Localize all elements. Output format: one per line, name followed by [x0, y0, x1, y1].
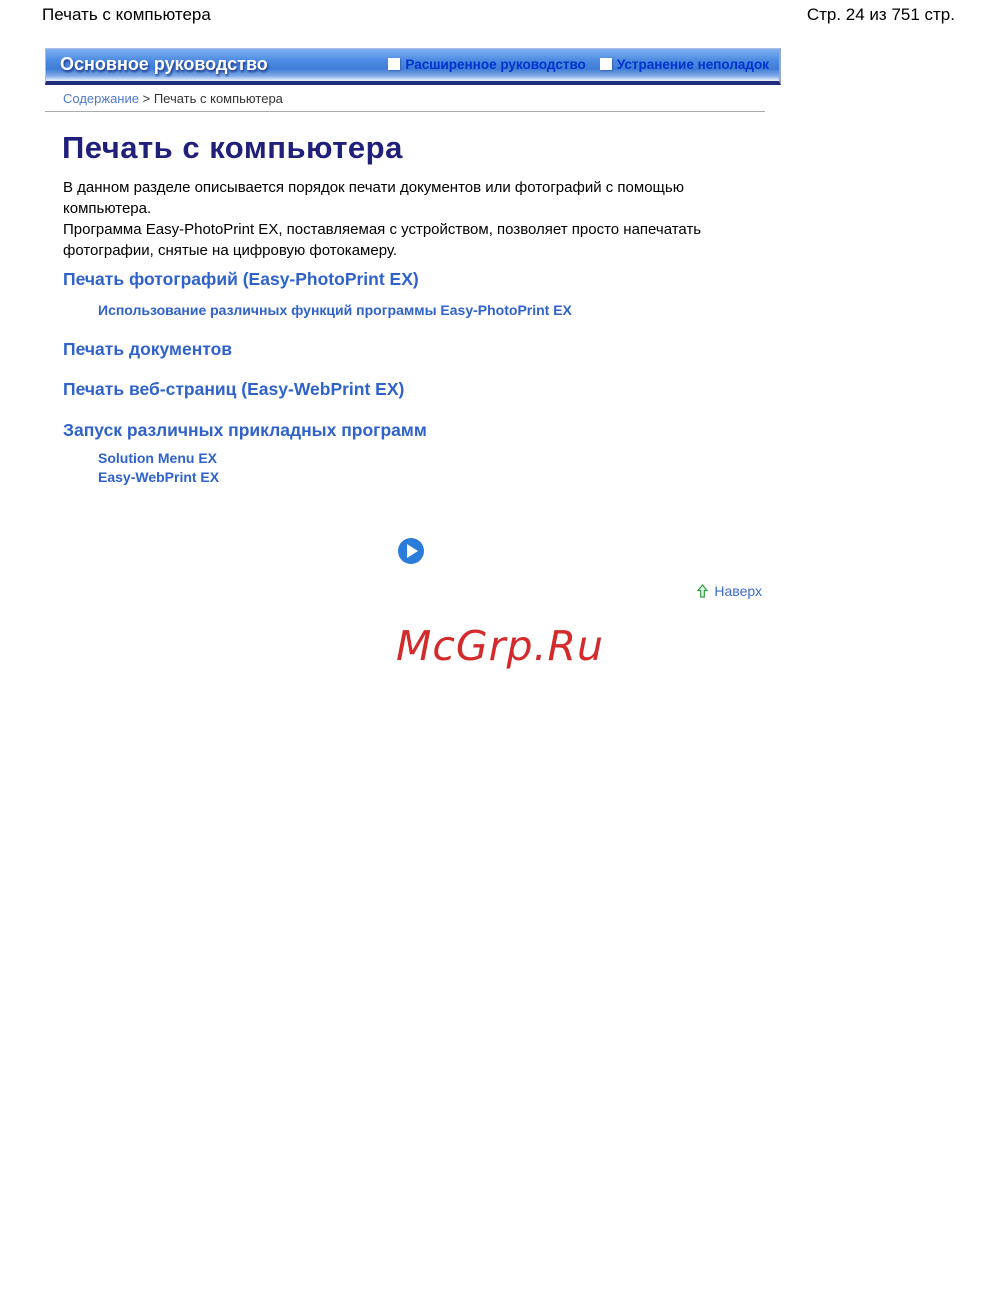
page-number-info: Стр. 24 из 751 стр. [806, 5, 955, 24]
secondary-tabs [388, 57, 769, 72]
topic-links [63, 269, 763, 486]
site-watermark: McGrp.Ru [395, 622, 605, 670]
back-to-top-link[interactable] [697, 583, 762, 599]
breadcrumb [63, 91, 283, 106]
link-photoprint-functions[interactable]: Использование различных функций программы Easy-PhotoPrint EX [98, 302, 572, 318]
link-print-webpages[interactable]: Печать веб-страниц (Easy-WebPrint EX) [63, 379, 405, 399]
link-print-documents[interactable]: Печать документов [63, 339, 233, 359]
page-title: Печать с компьютера [62, 130, 403, 165]
link-print-photos[interactable]: Печать фотографий (Easy-PhotoPrint EX) [63, 269, 419, 289]
play-triangle-icon [407, 544, 418, 558]
page-top-header [42, 5, 955, 25]
intro-text [63, 177, 763, 261]
back-to-top-label: Наверх [714, 583, 762, 599]
tab-basic-guide[interactable]: Основное руководство [60, 53, 268, 74]
breadcrumb-separator: > [138, 91, 154, 106]
breadcrumb-divider [45, 111, 765, 112]
link-solution-menu-ex[interactable]: Solution Menu EX [98, 450, 217, 466]
tab-advanced-guide[interactable] [388, 57, 585, 72]
tab-marker-square-icon [388, 58, 400, 70]
document-title: Печать с компьютера [42, 5, 211, 24]
breadcrumb-link-contents[interactable]: Содержание [63, 91, 139, 106]
tab-advanced-guide-label: Расширенное руководство [405, 56, 586, 72]
breadcrumb-current: Печать с компьютера [153, 91, 283, 106]
link-launch-applications[interactable]: Запуск различных прикладных программ [63, 420, 427, 440]
guide-tab-bar [45, 48, 781, 85]
intro-paragraph: Программа Easy-PhotoPrint EX, поставляемая с устройством, позволяет просто напечатать фотографии, снятые на цифровую фотокамеру. [63, 221, 702, 259]
tab-marker-square-icon [600, 58, 612, 70]
tab-troubleshooting-label: Устранение неполадок [616, 56, 769, 72]
link-easy-webprint-ex[interactable]: Easy-WebPrint EX [98, 469, 220, 485]
tab-troubleshooting[interactable] [600, 57, 769, 72]
up-arrow-icon [697, 584, 708, 598]
play-icon[interactable] [398, 538, 424, 564]
intro-paragraph: В данном разделе описывается порядок печати документов или фотографий с помощью компьютера. [63, 179, 684, 217]
